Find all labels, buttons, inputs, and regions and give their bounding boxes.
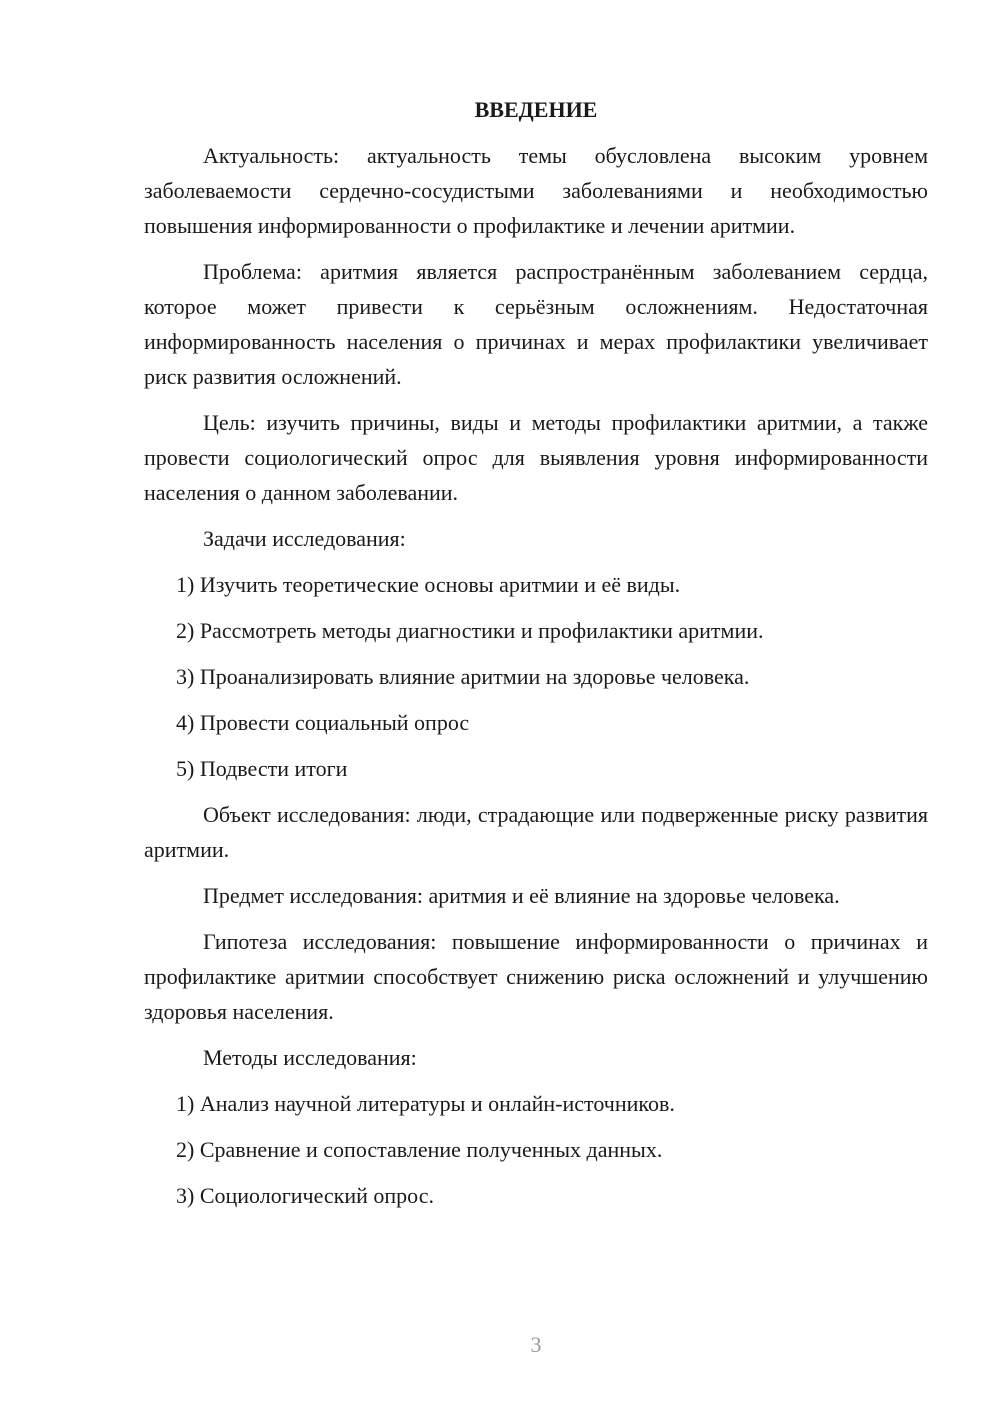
section-title: ВВЕДЕНИЕ xyxy=(474,97,598,122)
actuality-paragraph: Актуальность: актуальность темы обусловлена высоким уровнем заболеваемости сердечно-сосудистыми заболеваниями и необходимостью повышения информированности о профилактике и лечении аритмии. xyxy=(144,143,928,238)
method-item: 3) Социологический опрос. xyxy=(176,1183,434,1208)
task-item: 5) Подвести итоги xyxy=(176,756,348,781)
object-paragraph: Объект исследования: люди, страдающие или подверженные риску развития аритмии. xyxy=(144,802,928,862)
method-item: 1) Анализ научной литературы и онлайн-источников. xyxy=(176,1091,675,1116)
page-number: 3 xyxy=(530,1332,542,1357)
task-item: 3) Проанализировать влияние аритмии на здоровье человека. xyxy=(176,664,750,689)
subject-paragraph: Предмет исследования: аритмия и её влияние на здоровье человека. xyxy=(203,883,840,908)
page-content xyxy=(144,92,928,1224)
task-item: 2) Рассмотреть методы диагностики и профилактики аритмии. xyxy=(176,618,764,643)
task-item: 1) Изучить теоретические основы аритмии и её виды. xyxy=(176,572,681,597)
goal-paragraph: Цель: изучить причины, виды и методы профилактики аритмии, а также провести социологический опрос для выявления уровня информированности населения о данном заболевании. xyxy=(144,410,928,505)
problem-paragraph: Проблема: аритмия является распространённым заболеванием сердца, которое может привести к серьёзным осложнениям. Недостаточная информированность населения о причинах и мерах профилактики увеличивает риск развития осложнений. xyxy=(144,259,928,389)
methods-heading: Методы исследования: xyxy=(203,1045,417,1070)
hypothesis-paragraph: Гипотеза исследования: повышение информированности о причинах и профилактике аритмии способствует снижению риска осложнений и улучшению здоровья населения. xyxy=(144,929,928,1024)
task-item: 4) Провести социальный опрос xyxy=(176,710,470,735)
tasks-heading: Задачи исследования: xyxy=(203,526,406,551)
method-item: 2) Сравнение и сопоставление полученных данных. xyxy=(176,1137,663,1162)
